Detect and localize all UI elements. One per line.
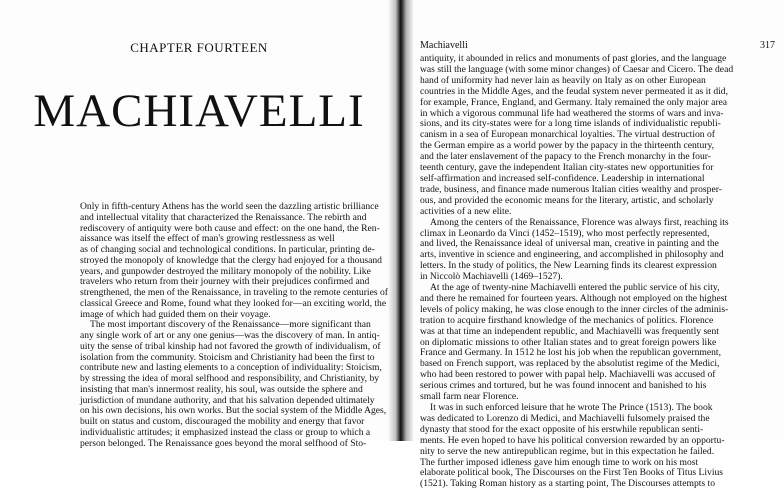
text-line: ments. He even hoped to have his political conversion rewarded by an opportu- xyxy=(420,434,725,446)
text-line: uity the sense of tribal kinship had not favored the growth of individualism, of xyxy=(80,340,381,352)
right-page xyxy=(405,0,784,490)
text-line: self-affirmation and increased self-confidence. Leadership in international xyxy=(420,172,705,184)
text-line: travelers who return from their journey with their prejudices confirmed and xyxy=(80,276,370,288)
text-line: years, and gunpowder destroyed the military monopoly of the nobility. Like xyxy=(80,265,371,277)
text-line: any single work of art or any one genius—was the discovery of man. In antiq- xyxy=(80,330,380,341)
text-line: France and Germany. In 1512 he lost his job when the republican government, xyxy=(420,347,721,359)
text-line: elaborate political book, The Discourses on the First Ten Books of Titus Livius xyxy=(420,467,724,479)
text-line: It was in such enforced leisure that he wrote The Prince (1513). The book xyxy=(430,402,713,413)
text-line: ous, and provided the economic means for the literary, artistic, and scholarly xyxy=(420,194,714,206)
page-number: 317 xyxy=(760,40,775,51)
text-line: antiquity, it abounded in relics and monuments of past glories, and the language xyxy=(420,53,727,64)
left-body-text xyxy=(80,202,386,449)
text-line: person belonged. The Renaissance goes beyond the moral selfhood of Sto- xyxy=(80,437,367,449)
text-line: countries in the Middle Ages, and the feudal system never permeated it as it did, xyxy=(420,85,728,97)
text-line: for example, France, England, and Germany. Italy remained the only major area xyxy=(420,96,728,108)
text-line: stroyed the monopoly of knowledge that the clergy had enjoyed for a thousand xyxy=(80,254,382,266)
text-line: arts, inventive in science and engineering, and accomplished in philosophy and xyxy=(420,249,724,261)
text-line: At the age of twenty-nine Machiavelli entered the public service of his city, xyxy=(430,282,720,294)
text-line: and lived, the Renaissance ideal of universal man, creative in painting and the xyxy=(420,238,719,250)
text-line: nity to serve the new antirepublican regime, but in this expectation he failed. xyxy=(420,445,715,457)
text-line: dynasty that stood for the exact opposite of his erstwhile republican senti- xyxy=(420,423,704,435)
text-line: by stressing the idea of moral selfhood and responsibility, and Christianity, by xyxy=(80,373,380,384)
text-line: The further imposed idleness gave him enough time to work on his most xyxy=(420,456,699,468)
text-line: built on status and custom, discouraged the mobility and energy that favor xyxy=(80,416,365,427)
text-line: The most important discovery of the Renaissance—more significant than xyxy=(90,319,371,331)
text-line: canism in a sea of European monarchical loyalties. The virtual destruction of xyxy=(420,129,715,141)
text-line: the German empire as a world power by the papacy in the thirteenth century, xyxy=(420,140,715,152)
running-head: Machiavelli xyxy=(420,40,468,51)
text-line: in Niccolò Machiavelli (1469–1527). xyxy=(420,271,563,283)
text-line: jurisdiction of mundane authority, and that his salvation depended ultimately xyxy=(80,394,375,406)
text-line: tration to acquire firsthand knowledge of the mechanics of politics. Florence xyxy=(420,314,714,326)
text-line: trade, business, and finance made numerous Italian cities wealthy and prosper- xyxy=(420,183,722,195)
text-line: was still the language (with some minor changes) of Caesar and Cicero. The dead xyxy=(420,63,734,75)
text-line: aissance was itself the effect of man's growing restlessness as well xyxy=(80,233,335,245)
text-line: classical Greece and Rome, found what they looked for—an exciting world, the xyxy=(80,297,387,309)
text-line: hand of uniformity had never lain as heavily on Italy as on other European xyxy=(420,74,706,86)
chapter-label: CHAPTER FOURTEEN xyxy=(130,40,268,55)
text-line: on his own decisions, his own works. But the social system of the Middle Ages, xyxy=(80,405,387,417)
text-line: Among the centers of the Renaissance, Florence was always first, reaching its xyxy=(430,216,729,228)
text-line: who had been restored to power with papal help. Machiavelli was accused of xyxy=(420,369,716,381)
text-line: isolation from the community. Stoicism and Christianity had been the first to xyxy=(80,351,375,363)
text-line: was dedicated to Lorenzo di Medici, and Machiavelli fulsomely praised the xyxy=(420,412,710,424)
text-line: letters. In the study of politics, the New Learning finds its clearest expression xyxy=(420,260,717,272)
text-line: contribute new and lasting elements to a conception of individuality: Stoicism, xyxy=(80,362,382,374)
text-line: on diplomatic missions to other Italian states and to great foreign powers like xyxy=(420,336,717,348)
text-line: levels of policy making, he was close enough to the inner circles of the adminis- xyxy=(420,303,729,315)
text-line: Only in fifth-century Athens has the world seen the dazzling artistic brilliance xyxy=(80,201,379,212)
text-line: as of changing social and technological conditions. In particular, printing de- xyxy=(80,244,375,255)
text-line: insisting that man's innermost reality, his soul, was outside the sphere and xyxy=(80,383,363,395)
text-line: in which a vigorous communal life had weathered the storms of wars and inva- xyxy=(420,107,724,119)
text-line: sions, and its city-states were for a long time islands of individualistic republi- xyxy=(420,118,721,130)
chapter-title: MACHIAVELLI xyxy=(33,85,365,137)
left-page xyxy=(0,0,398,449)
right-body-text xyxy=(420,54,780,490)
text-line: activities of a new elite. xyxy=(420,205,512,217)
text-line: and intellectual vitality that characterized the Renaissance. The rebirth and xyxy=(80,211,367,223)
text-line: individualistic attitudes; it emphasized instead the class or group to which a xyxy=(80,426,371,438)
text-line: based on French support, was replaced by the absolutist regime of the Medici, xyxy=(420,358,720,370)
text-line: small farm near Florence. xyxy=(420,391,519,403)
text-line: climax in Leonardo da Vinci (1452–1519), who most perfectly represented, xyxy=(420,227,710,239)
text-line: teenth century, gave the independent Italian city-states new opportunities for xyxy=(420,162,714,174)
text-line: image of which had guided them on their voyage. xyxy=(80,308,271,320)
text-line: (1521). Taking Roman history as a starting point, The Discourses attempts to xyxy=(420,478,716,490)
text-line: and there he remained for fourteen years. Although not employed on the highest xyxy=(420,292,728,304)
text-line: strengthened, the men of the Renaissance, in traveling to the remote centuries of xyxy=(80,287,388,298)
text-line: and the later enslavement of the papacy to the French monarchy in the four- xyxy=(420,151,711,163)
text-line: was at that time an independent republic, and Machiavelli was frequently sent xyxy=(420,325,719,337)
text-line: serious crimes and tortured, but he was found innocent and banished to his xyxy=(420,380,707,392)
text-line: rediscovery of antiquity were both cause and effect: on the one hand, the Ren- xyxy=(80,222,380,234)
